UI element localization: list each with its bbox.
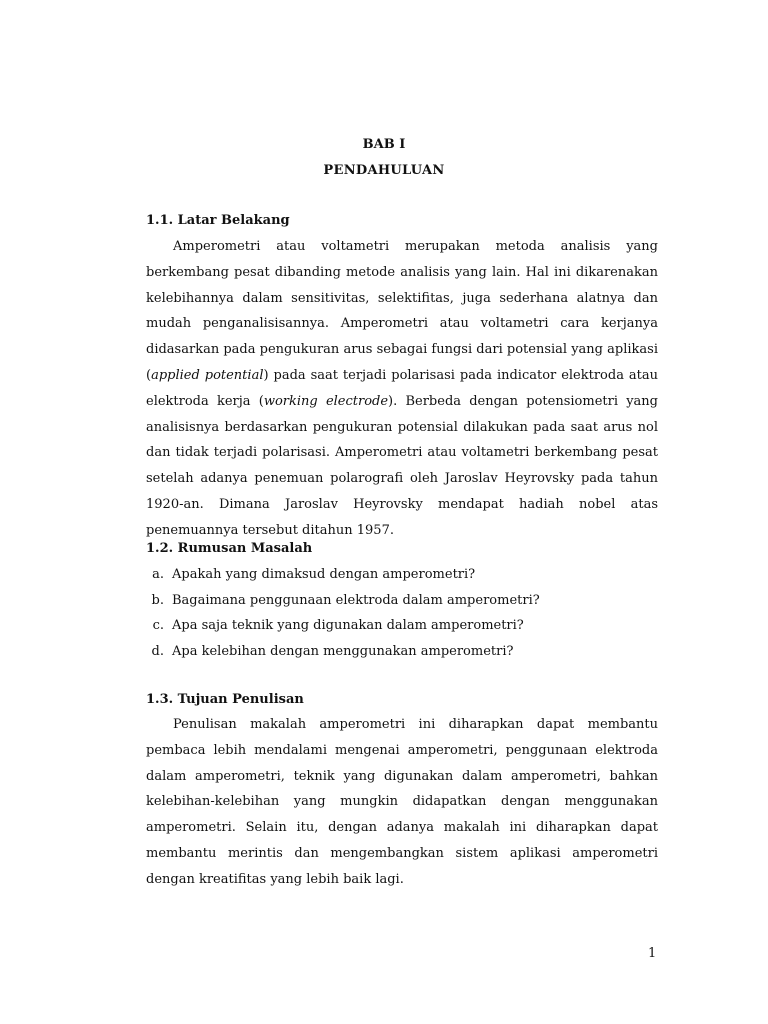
list-item — [146, 588, 658, 614]
list-item — [146, 639, 658, 665]
section-heading-rumusan-masalah: 1.2. Rumusan Masalah — [146, 541, 313, 556]
list-item-text: Apa saja teknik yang digunakan dalam amperometri? — [172, 618, 524, 633]
paragraph-text: ). Berbeda dengan potensiometri yang analisisnya berdasarkan pengukuran potensial dilakukan pada saat arus nol dan tidak terjadi polarisasi. Amperometri atau voltametri berkembang pesat setelah adanya penemuan polarografi oleh Jaroslav Heyrovsky pada tahun 1920-an. Dimana Jaroslav Heyrovsky mendapat hadiah nobel atas penemuannya tersebut ditahun 1957. — [146, 393, 658, 538]
list-marker: d. — [151, 643, 164, 659]
italic-term-working-electrode: working electrode — [263, 393, 389, 409]
paragraph-tujuan-penulisan: Penulisan makalah amperometri ini diharapkan dapat membantu pembaca lebih mendalami mengenai amperometri, penggunaan elektroda dalam amperometri, teknik yang digunakan dalam amperometri, bahkan kelebihan-kelebihan yang mungkin didapatkan dengan menggunakan amperometri. Selain itu, dengan adanya makalah ini diharapkan dapat membantu merintis dan mengembangkan sistem aplikasi amperometri dengan kreatifitas yang lebih baik lagi. — [146, 717, 658, 887]
list-item-text: Bagaimana penggunaan elektroda dalam amperometri? — [172, 592, 540, 608]
list-marker: b. — [151, 592, 164, 608]
chapter-label: BAB I — [362, 137, 406, 152]
chapter-title: PENDAHULUAN — [323, 163, 445, 178]
section-heading-latar-belakang: 1.1. Latar Belakang — [146, 213, 290, 228]
paragraph-text: Amperometri atau voltametri merupakan metoda analisis yang berkembang pesat dibanding metode analisis yang lain. Hal ini dikarenakan kelebihannya dalam sensitivitas, selektifitas, juga sederhana alatnya dan mudah penganalisisannya. Amperometri atau voltametri cara kerjanya didasarkan pada pengukuran arus sebagai fungsi dari potensial yang aplikasi ( — [146, 239, 658, 383]
question-list — [146, 562, 658, 664]
list-marker: c. — [152, 618, 164, 633]
list-item-text: Apa kelebihan dengan menggunakan amperometri? — [172, 643, 514, 659]
paragraph-text: ) pada saat terjadi polarisasi pada indicator elektroda atau elektroda kerja ( — [146, 367, 658, 409]
italic-term-applied-potential: applied potential — [151, 367, 264, 383]
list-item-text: Apakah yang dimaksud dengan amperometri? — [172, 567, 476, 582]
section-heading-tujuan-penulisan: 1.3. Tujuan Penulisan — [146, 692, 304, 707]
list-marker: a. — [152, 567, 164, 582]
list-item — [146, 613, 658, 639]
page-number: 1 — [648, 946, 657, 961]
paragraph-latar-belakang — [146, 234, 658, 544]
list-item — [146, 562, 658, 588]
